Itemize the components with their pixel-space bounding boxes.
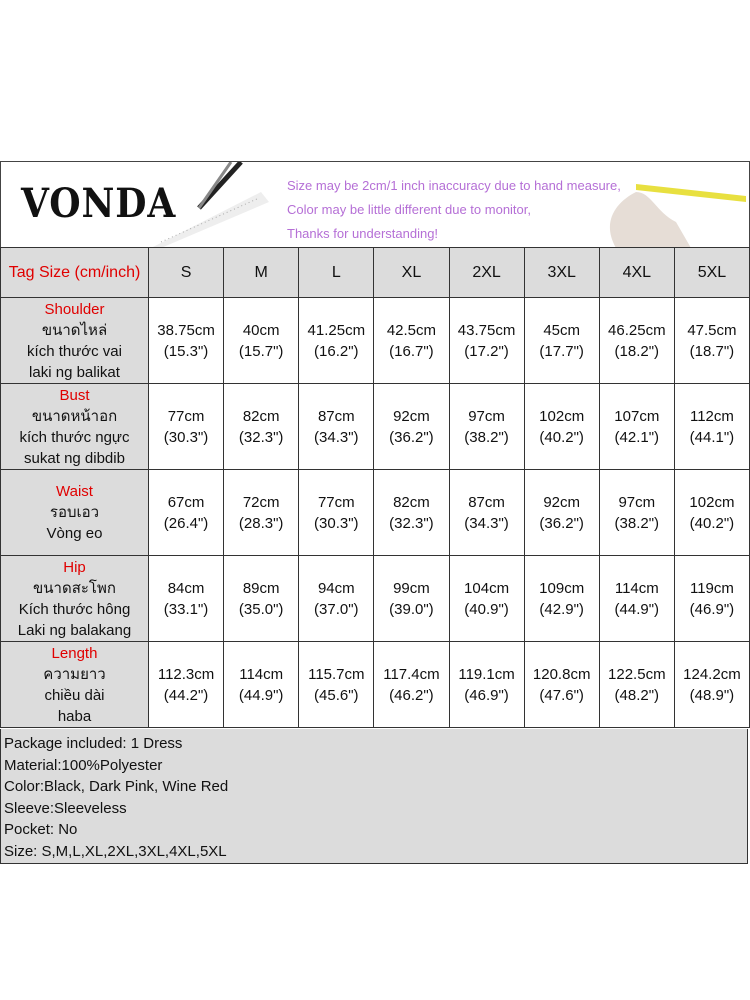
measurement-cell [149, 470, 224, 556]
note: Size may be 2cm/1 inch inaccuracy due to hand measure, [287, 178, 621, 193]
inch-value: (17.2") [464, 342, 509, 360]
inch-value: (36.2") [539, 514, 584, 532]
translation: haba [57, 707, 92, 725]
size-header: 2XL [449, 248, 524, 298]
size-header: L [299, 248, 374, 298]
measurement-name: Shoulder [44, 300, 105, 318]
inch-value: (40.9") [464, 600, 509, 618]
inch-value: (48.9") [689, 686, 735, 704]
cm-value: 40cm [242, 321, 280, 339]
inch-value: (44.2") [163, 686, 209, 704]
product-info [0, 729, 748, 864]
measurement-row [1, 642, 750, 728]
measurement-row [1, 470, 750, 556]
cm-value: 107cm [614, 407, 660, 425]
translation: ขนาดไหล่ [41, 321, 108, 339]
measurement-cell [674, 298, 749, 384]
measurement-cell [674, 470, 749, 556]
inch-value: (38.2") [614, 514, 660, 532]
measurement-cell [299, 642, 374, 728]
inch-value: (44.9") [614, 600, 660, 618]
inch-value: (17.7") [539, 342, 584, 360]
measurement-cell [149, 298, 224, 384]
measurement-cell [374, 470, 449, 556]
cm-value: 46.25cm [608, 321, 666, 339]
info-line: Sleeve:Sleeveless [4, 799, 127, 817]
measurement-label [1, 298, 149, 384]
inch-value: (18.2") [614, 342, 660, 360]
cm-value: 47.5cm [687, 321, 737, 339]
cm-value: 120.8cm [532, 665, 591, 683]
cm-value: 119cm [689, 579, 734, 597]
measurement-cell [299, 298, 374, 384]
info-line: Material:100%Polyester [4, 756, 163, 774]
inch-value: (44.9") [238, 686, 284, 704]
inch-value: (45.6") [314, 686, 359, 704]
measurement-cell [149, 642, 224, 728]
translation: ขนาดสะโพก [33, 579, 116, 597]
cm-value: 94cm [317, 579, 355, 597]
info-line: Size: S,M,L,XL,2XL,3XL,4XL,5XL [4, 842, 227, 860]
translation: sukat ng dibdib [24, 449, 125, 467]
translation: Vòng eo [46, 525, 103, 542]
measurement-cell [599, 642, 674, 728]
cm-value: 87cm [468, 493, 505, 511]
cm-value: 102cm [689, 493, 735, 511]
cm-value: 77cm [317, 493, 355, 511]
cm-value: 124.2cm [683, 665, 741, 683]
translation: ขนาดหน้าอก [31, 407, 118, 425]
pencil-ruler-icon [131, 162, 271, 248]
inch-value: (44.1") [689, 428, 735, 446]
cm-value: 82cm [242, 407, 280, 425]
translation: ความยาว [43, 665, 106, 683]
inch-value: (40.2") [539, 428, 584, 446]
brand-logo: VONDA [21, 180, 177, 227]
cm-value: 97cm [468, 407, 505, 425]
inch-value: (15.3") [163, 342, 209, 360]
translation: laki ng balikat [29, 363, 120, 381]
inch-value: (32.3") [238, 428, 284, 446]
measurement-cell [674, 384, 749, 470]
inch-value: (34.3") [314, 428, 359, 446]
measurement-cell [374, 384, 449, 470]
measurement-row [1, 298, 750, 384]
size-header: 4XL [599, 248, 674, 298]
measurement-cell [449, 298, 524, 384]
inch-value: (48.2") [614, 686, 660, 704]
size-header: 3XL [524, 248, 599, 298]
cm-value: 114cm [239, 665, 284, 683]
cm-value: 87cm [317, 407, 355, 425]
measurement-cell [224, 642, 299, 728]
size-header: S [149, 248, 224, 298]
translation: Laki ng balakang [17, 621, 132, 639]
info-line: Package included: 1 Dress [4, 735, 183, 752]
inch-value: (18.7") [689, 342, 735, 360]
cm-value: 114cm [614, 579, 659, 597]
inch-value: (38.2") [464, 428, 509, 446]
cm-value: 117.4cm [383, 665, 440, 683]
cm-value: 104cm [464, 579, 510, 597]
measurement-cell [449, 556, 524, 642]
measurement-cell [599, 298, 674, 384]
measurement-cell [374, 556, 449, 642]
size-header: 5XL [674, 248, 749, 298]
translation: kích thước ngực [19, 428, 130, 446]
measurement-name: Length [51, 644, 98, 662]
measurement-name: Bust [59, 386, 90, 404]
measurement-label [1, 470, 149, 556]
cm-value: 82cm [393, 493, 430, 511]
translation: Kích thước hông [18, 600, 131, 618]
cm-value: 119.1cm [458, 665, 515, 683]
measurement-label [1, 556, 149, 642]
cm-value: 99cm [393, 579, 430, 597]
cm-value: 122.5cm [608, 665, 666, 683]
inch-value: (16.7") [389, 342, 434, 360]
measurement-cell [674, 556, 749, 642]
size-chart-table [0, 247, 750, 728]
measurement-cell [149, 384, 224, 470]
cm-value: 92cm [393, 407, 430, 425]
cm-value: 97cm [618, 493, 656, 511]
cm-value: 84cm [167, 579, 205, 597]
translation: รอบเอว [49, 504, 100, 521]
cm-value: 42.5cm [386, 321, 437, 339]
measurement-name: Hip [63, 558, 86, 576]
measurement-cell [299, 384, 374, 470]
cm-value: 112.3cm [157, 665, 215, 683]
hand-tape-measure-icon [596, 172, 746, 248]
cm-value: 77cm [167, 407, 205, 425]
inch-value: (36.2") [389, 428, 434, 446]
measurement-cell [374, 298, 449, 384]
inch-value: (40.2") [689, 514, 735, 532]
measurement-cell [224, 298, 299, 384]
cm-value: 115.7cm [308, 665, 365, 683]
note: Color may be little different due to monitor, [287, 202, 531, 217]
inch-value: (42.1") [614, 428, 660, 446]
measurement-row [1, 556, 750, 642]
inch-value: (42.9") [539, 600, 584, 618]
cm-value: 45cm [543, 321, 581, 339]
inch-value: (26.4") [163, 514, 209, 532]
measurement-cell [449, 384, 524, 470]
inch-value: (33.1") [163, 600, 209, 618]
cm-value: 72cm [242, 493, 280, 511]
measurement-cell [224, 556, 299, 642]
header-banner [0, 161, 750, 248]
measurement-cell [524, 556, 599, 642]
measurement-cell [599, 384, 674, 470]
measurement-cell [299, 556, 374, 642]
measurement-row [1, 384, 750, 470]
inch-value: (30.3") [163, 428, 209, 446]
measurement-cell [599, 556, 674, 642]
measurement-label [1, 642, 149, 728]
info-line: Pocket: No [4, 821, 78, 838]
measurement-label [1, 384, 149, 470]
inch-value: (39.0") [389, 600, 434, 618]
inch-value: (15.7") [238, 342, 284, 360]
disclaimer-notes [287, 174, 621, 246]
measurement-cell [224, 384, 299, 470]
measurement-cell [224, 470, 299, 556]
cm-value: 38.75cm [157, 321, 215, 339]
cm-value: 67cm [167, 493, 205, 511]
cm-value: 102cm [539, 407, 585, 425]
measurement-cell [524, 384, 599, 470]
inch-value: (46.9") [464, 686, 509, 704]
translation: kích thước vai [27, 342, 122, 360]
inch-value: (37.0") [314, 600, 359, 618]
tag-size-label: Tag Size (cm/inch) [1, 248, 149, 298]
measurement-cell [149, 556, 224, 642]
measurement-cell [599, 470, 674, 556]
inch-value: (16.2") [314, 342, 359, 360]
cm-value: 41.25cm [307, 321, 366, 339]
inch-value: (47.6") [539, 686, 584, 704]
inch-value: (35.0") [238, 600, 284, 618]
measurement-cell [674, 642, 749, 728]
cm-value: 43.75cm [457, 321, 516, 339]
inch-value: (34.3") [464, 514, 509, 532]
size-header: XL [374, 248, 449, 298]
inch-value: (46.2") [389, 686, 434, 704]
measurement-cell [374, 642, 449, 728]
info-line: Color:Black, Dark Pink, Wine Red [4, 778, 229, 795]
measurement-cell [449, 642, 524, 728]
measurement-cell [524, 470, 599, 556]
inch-value: (28.3") [238, 514, 284, 532]
cm-value: 112cm [689, 407, 734, 425]
measurement-name: Waist [56, 483, 93, 500]
header-row [1, 248, 750, 298]
measurement-cell [524, 642, 599, 728]
measurement-cell [524, 298, 599, 384]
cm-value: 109cm [539, 579, 585, 597]
size-header: M [224, 248, 299, 298]
inch-value: (30.3") [314, 514, 359, 532]
translation: chiều dài [44, 686, 105, 704]
measurement-cell [299, 470, 374, 556]
cm-value: 89cm [242, 579, 280, 597]
inch-value: (46.9") [689, 600, 735, 618]
measurement-cell [449, 470, 524, 556]
inch-value: (32.3") [389, 514, 434, 532]
note: Thanks for understanding! [287, 226, 439, 241]
cm-value: 92cm [543, 493, 581, 511]
